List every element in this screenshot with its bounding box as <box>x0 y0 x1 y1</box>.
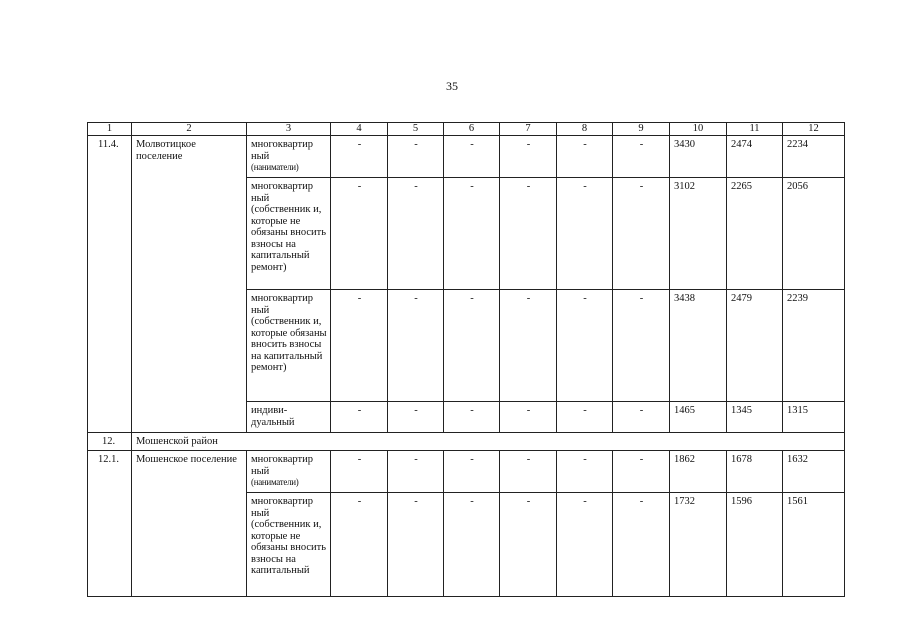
value-cell: - <box>388 178 444 290</box>
value-cell: 2474 <box>727 136 783 178</box>
page-number: 35 <box>446 79 458 93</box>
value-cell: 1632 <box>783 451 845 493</box>
value-cell: - <box>500 493 557 597</box>
value-cell: - <box>500 451 557 493</box>
value-cell: - <box>444 178 500 290</box>
header-cell: 4 <box>331 123 388 136</box>
value-cell: - <box>388 493 444 597</box>
value-cell: - <box>500 290 557 402</box>
housing-type-note: (наниматели) <box>251 477 299 487</box>
header-cell: 10 <box>670 123 727 136</box>
value-cell: 3102 <box>670 178 727 290</box>
housing-type: многоквартир ный (собственник и, которые обязаны вносить взносы на капитальный ремонт) <box>247 290 331 402</box>
value-cell: - <box>613 451 670 493</box>
value-cell: 2234 <box>783 136 845 178</box>
header-cell: 12 <box>783 123 845 136</box>
value-cell: 3430 <box>670 136 727 178</box>
value-cell: - <box>444 493 500 597</box>
value-cell: 1678 <box>727 451 783 493</box>
value-cell: 1732 <box>670 493 727 597</box>
value-cell: - <box>613 178 670 290</box>
header-row <box>88 123 845 136</box>
value-cell: - <box>557 136 613 178</box>
value-cell: 2056 <box>783 178 845 290</box>
housing-type <box>247 451 331 493</box>
row-number: 11.4. <box>88 136 132 433</box>
value-cell: 2479 <box>727 290 783 402</box>
value-cell: - <box>557 178 613 290</box>
value-cell: - <box>331 290 388 402</box>
housing-type-main: многоквартир ный <box>251 139 313 162</box>
value-cell: - <box>388 451 444 493</box>
value-cell: - <box>613 136 670 178</box>
value-cell: 1561 <box>783 493 845 597</box>
value-cell: - <box>557 402 613 433</box>
value-cell: 3438 <box>670 290 727 402</box>
value-cell: 1465 <box>670 402 727 433</box>
value-cell: - <box>331 451 388 493</box>
header-cell: 11 <box>727 123 783 136</box>
value-cell: - <box>444 451 500 493</box>
value-cell: - <box>557 451 613 493</box>
header-cell: 8 <box>557 123 613 136</box>
header-cell: 9 <box>613 123 670 136</box>
settlement-name: Мошенское поселение <box>132 451 247 597</box>
value-cell: - <box>388 290 444 402</box>
housing-type: индиви- дуальный <box>247 402 331 433</box>
district-name: Мошенской район <box>132 433 845 451</box>
value-cell: - <box>444 136 500 178</box>
settlement-name: Молвотицкое поселение <box>132 136 247 433</box>
value-cell: - <box>331 136 388 178</box>
housing-type: многоквартир ный (собственник и, которые не обязаны вносить взносы на капитальный ремонт) <box>247 178 331 290</box>
housing-type-note: (наниматели) <box>251 162 299 172</box>
value-cell: - <box>331 178 388 290</box>
housing-type <box>247 136 331 178</box>
value-cell: - <box>557 290 613 402</box>
header-cell: 1 <box>88 123 132 136</box>
table-row <box>88 136 845 178</box>
housing-type: многоквартир ный (собственник и, которые не обязаны вносить взносы на капитальный <box>247 493 331 597</box>
value-cell: - <box>331 402 388 433</box>
header-cell: 7 <box>500 123 557 136</box>
housing-type-main: многоквартир ный <box>251 454 313 477</box>
value-cell: 1862 <box>670 451 727 493</box>
row-number: 12.1. <box>88 451 132 597</box>
value-cell: 1345 <box>727 402 783 433</box>
value-cell: - <box>388 402 444 433</box>
value-cell: 1596 <box>727 493 783 597</box>
value-cell: - <box>444 402 500 433</box>
header-cell: 5 <box>388 123 444 136</box>
data-table <box>87 122 845 597</box>
value-cell: - <box>331 493 388 597</box>
value-cell: 2239 <box>783 290 845 402</box>
value-cell: - <box>388 136 444 178</box>
value-cell: - <box>500 178 557 290</box>
value-cell: - <box>444 290 500 402</box>
value-cell: - <box>613 290 670 402</box>
value-cell: 1315 <box>783 402 845 433</box>
value-cell: - <box>500 402 557 433</box>
value-cell: - <box>613 402 670 433</box>
header-cell: 3 <box>247 123 331 136</box>
value-cell: - <box>557 493 613 597</box>
header-cell: 2 <box>132 123 247 136</box>
value-cell: - <box>500 136 557 178</box>
value-cell: - <box>613 493 670 597</box>
table-row <box>88 451 845 493</box>
header-cell: 6 <box>444 123 500 136</box>
section-row <box>88 433 845 451</box>
row-number: 12. <box>88 433 132 451</box>
value-cell: 2265 <box>727 178 783 290</box>
